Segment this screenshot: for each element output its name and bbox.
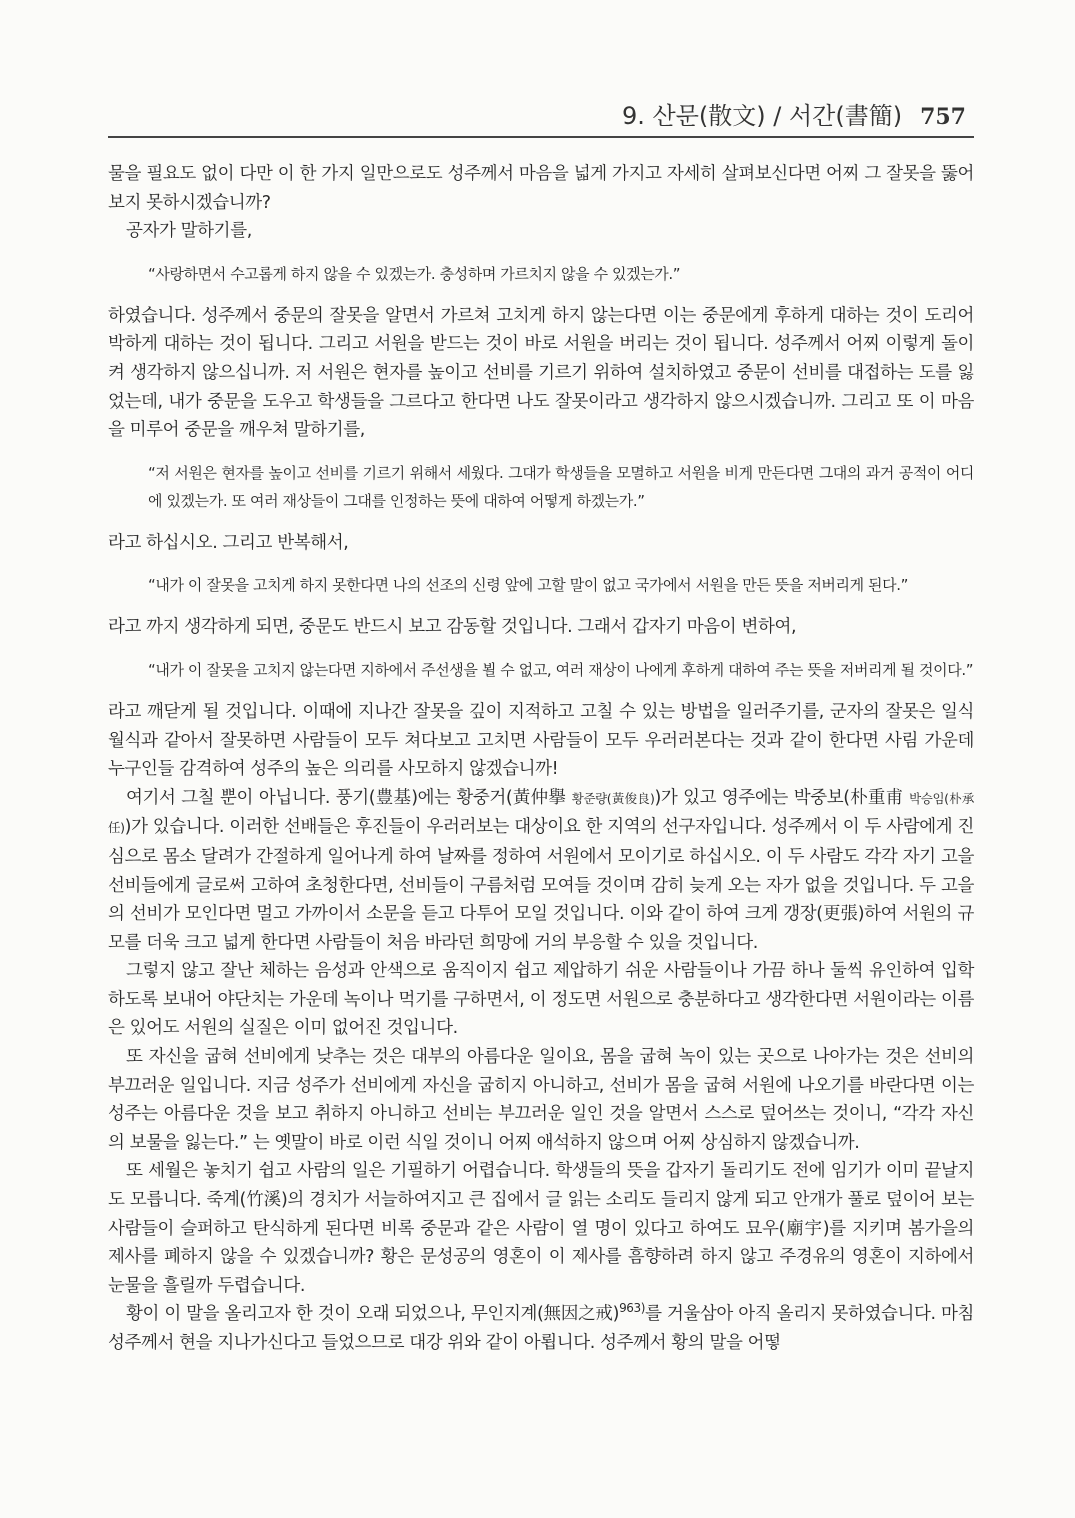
- paragraph: 그렇지 않고 잘난 체하는 음성과 안색으로 움직이지 쉽고 제압하기 쉬운 사람들이나 가끔 하나 둘씩 유인하여 입학하도록 보내어 야단치는 가운데 녹이나 먹기를 구하면서, 이 정도면 서원으로 충분하다고 생각한다면 서원이라는 이름은 있어도 서원의 실질은 이미 없어진 것입니다.: [108, 961, 974, 1039]
- text-run: 를 거울삼아 아직 올리지 못하였습니다. 마침 성주께서 현을 지나가신다고 들었으므로 대강 위와 같이 아룁니다. 성주께서 황의 말을 어떻: [108, 1304, 974, 1353]
- text-run: 황이 이 말을 올리고자 한 것이 오래 되었으나, 무인지계(無因之戒): [126, 1304, 620, 1325]
- paragraph: 하였습니다. 성주께서 중문의 잘못을 알면서 가르쳐 고치게 하지 않는다면 이는 중문에게 후하게 대하는 것이 도리어 박하게 대하는 것이 됩니다. 그리고 서원을 받드는 것이 바로 서원을 버리는 것이 됩니다. 성주께서 어찌 이렇게 돌이켜 생각하지 않으십니까. 저 서원은 현자를 높이고 선비를 기르기 위하여 설치하였고 중문이 선비를 대접하는 도를 잃었는데, 내가 중문을 도우고 학생들을 그르다고 한다면 나도 잘못이라고 생각하지 않으시겠습니까. 그리고 또 이 마음을 미루어 중문을 깨우쳐 말하기를,: [108, 305, 974, 441]
- inline-annotation: 황준량(黃俊良): [571, 790, 655, 806]
- paragraph: 공자가 말하기를,: [126, 221, 252, 242]
- paragraph: [108, 1300, 974, 1357]
- paragraph: 물을 필요도 없이 다만 이 한 가지 일만으로도 성주께서 마음을 넓게 가지고 자세히 살펴보신다면 어찌 그 잘못을 뚫어보지 못하시겠습니까?: [108, 164, 974, 213]
- paragraph: [108, 784, 974, 958]
- quotation: “저 서원은 현자를 높이고 선비를 기르기 위해서 세웠다. 그대가 학생들을 모멸하고 서원을 비게 만든다면 그대의 과거 공적이 어디에 있겠는가. 또 여러 재상들이 그대를 인정하는 뜻에 대하여 어떻게 하겠는가.”: [148, 463, 974, 510]
- quotation: “내가 이 잘못을 고치게 하지 못한다면 나의 선조의 신령 앞에 고할 말이 없고 국가에서 서원을 만든 뜻을 저버리게 된다.”: [148, 576, 908, 595]
- page-number: 757: [920, 104, 966, 130]
- document-page: [108, 96, 974, 1358]
- section-title: 9. 산문(散文) / 서간(書簡): [622, 102, 903, 130]
- paragraph: 라고 깨닫게 될 것입니다. 이때에 지나간 잘못을 깊이 지적하고 고칠 수 있는 방법을 일러주기를, 군자의 잘못은 일식 월식과 같아서 잘못하면 사람들이 모두 쳐다보고 고치면 사람들이 모두 우러러본다는 것과 같이 한다면 사림 가운데 누구인들 감격하여 성주의 높은 의리를 사모하지 않겠습니까!: [108, 701, 974, 780]
- text-run: )가 있고 영주에는 박중보(朴重甫: [654, 787, 910, 808]
- header-rule: [108, 136, 974, 138]
- inline-annotation: 박승임(朴承任): [108, 790, 974, 836]
- footnote-ref: 963): [619, 1301, 646, 1316]
- paragraph: 또 세월은 놓치기 쉽고 사람의 일은 기필하기 어렵습니다. 학생들의 뜻을 갑자기 돌리기도 전에 임기가 이미 끝날지도 모릅니다. 죽계(竹溪)의 경치가 서늘하여지고 큰 집에서 글 읽는 소리도 들리지 않게 되고 안개가 풀로 덮이어 보는 사람들이 슬퍼하고 탄식하게 된다면 비록 중문과 같은 사람이 열 명이 있다고 하여도 묘우(廟宇)를 지키며 봄가을의 제사를 폐하지 않을 수 있겠습니까? 황은 문성공의 영혼이 이 제사를 흠향하려 하지 않고 주경유의 영혼이 지하에서 눈물을 흘릴까 두렵습니다.: [108, 1161, 974, 1296]
- quotation: “사랑하면서 수고롭게 하지 않을 수 있겠는가. 충성하며 가르치지 않을 수 있겠는가.”: [148, 264, 681, 283]
- text-run: 여기서 그칠 뿐이 아닙니다. 풍기(豊基)에는 황중거(黃仲擧: [126, 787, 572, 808]
- paragraph: 라고 하십시오. 그리고 반복해서,: [108, 532, 349, 553]
- running-header: [108, 96, 974, 134]
- quotation: “내가 이 잘못을 고치지 않는다면 지하에서 주선생을 뵐 수 없고, 여러 재상이 나에게 후하게 대하여 주는 뜻을 저버리게 될 것이다.”: [148, 660, 974, 679]
- paragraph: 또 자신을 굽혀 선비에게 낮추는 것은 대부의 아름다운 일이요, 몸을 굽혀 녹이 있는 곳으로 나아가는 것은 선비의 부끄러운 일입니다. 지금 성주가 선비에게 자신을 굽히지 아니하고, 선비가 몸을 굽혀 서원에 나오기를 바란다면 이는 성주는 아름다운 것을 보고 취하지 아니하고 선비는 부끄러운 일인 것을 알면서 스스로 덮어쓰는 것이니, “각각 자신의 보물을 잃는다.” 는 옛말이 바로 이런 식일 것이니 어찌 애석하지 않으며 어찌 상심하지 않겠습니까.: [108, 1047, 974, 1153]
- body-text: [108, 160, 974, 1358]
- text-run: )가 있습니다. 이러한 선배들은 후진들이 우러러보는 대상이요 한 지역의 선구자입니다. 성주께서 이 두 사람에게 진심으로 몸소 달려가 간절하게 일어나게 하여 날짜를 정하여 서원에서 모이기로 하십시오. 이 두 사람도 각각 자기 고을 선비들에게 글로써 고하여 초청한다면, 선비들이 구름처럼 모여들 것이며 감히 늦게 오는 자가 없을 것입니다. 두 고을의 선비가 모인다면 멀고 가까이서 소문을 듣고 다투어 모일 것입니다. 이와 같이 하여 크게 갱장(更張)하여 서원의 규모를 더욱 크고 넓게 한다면 사람들이 처음 바라던 희망에 거의 부응할 수 있을 것입니다.: [108, 817, 974, 953]
- paragraph: 라고 까지 생각하게 되면, 중문도 반드시 보고 감동할 것입니다. 그래서 갑자기 마음이 변하여,: [108, 617, 797, 638]
